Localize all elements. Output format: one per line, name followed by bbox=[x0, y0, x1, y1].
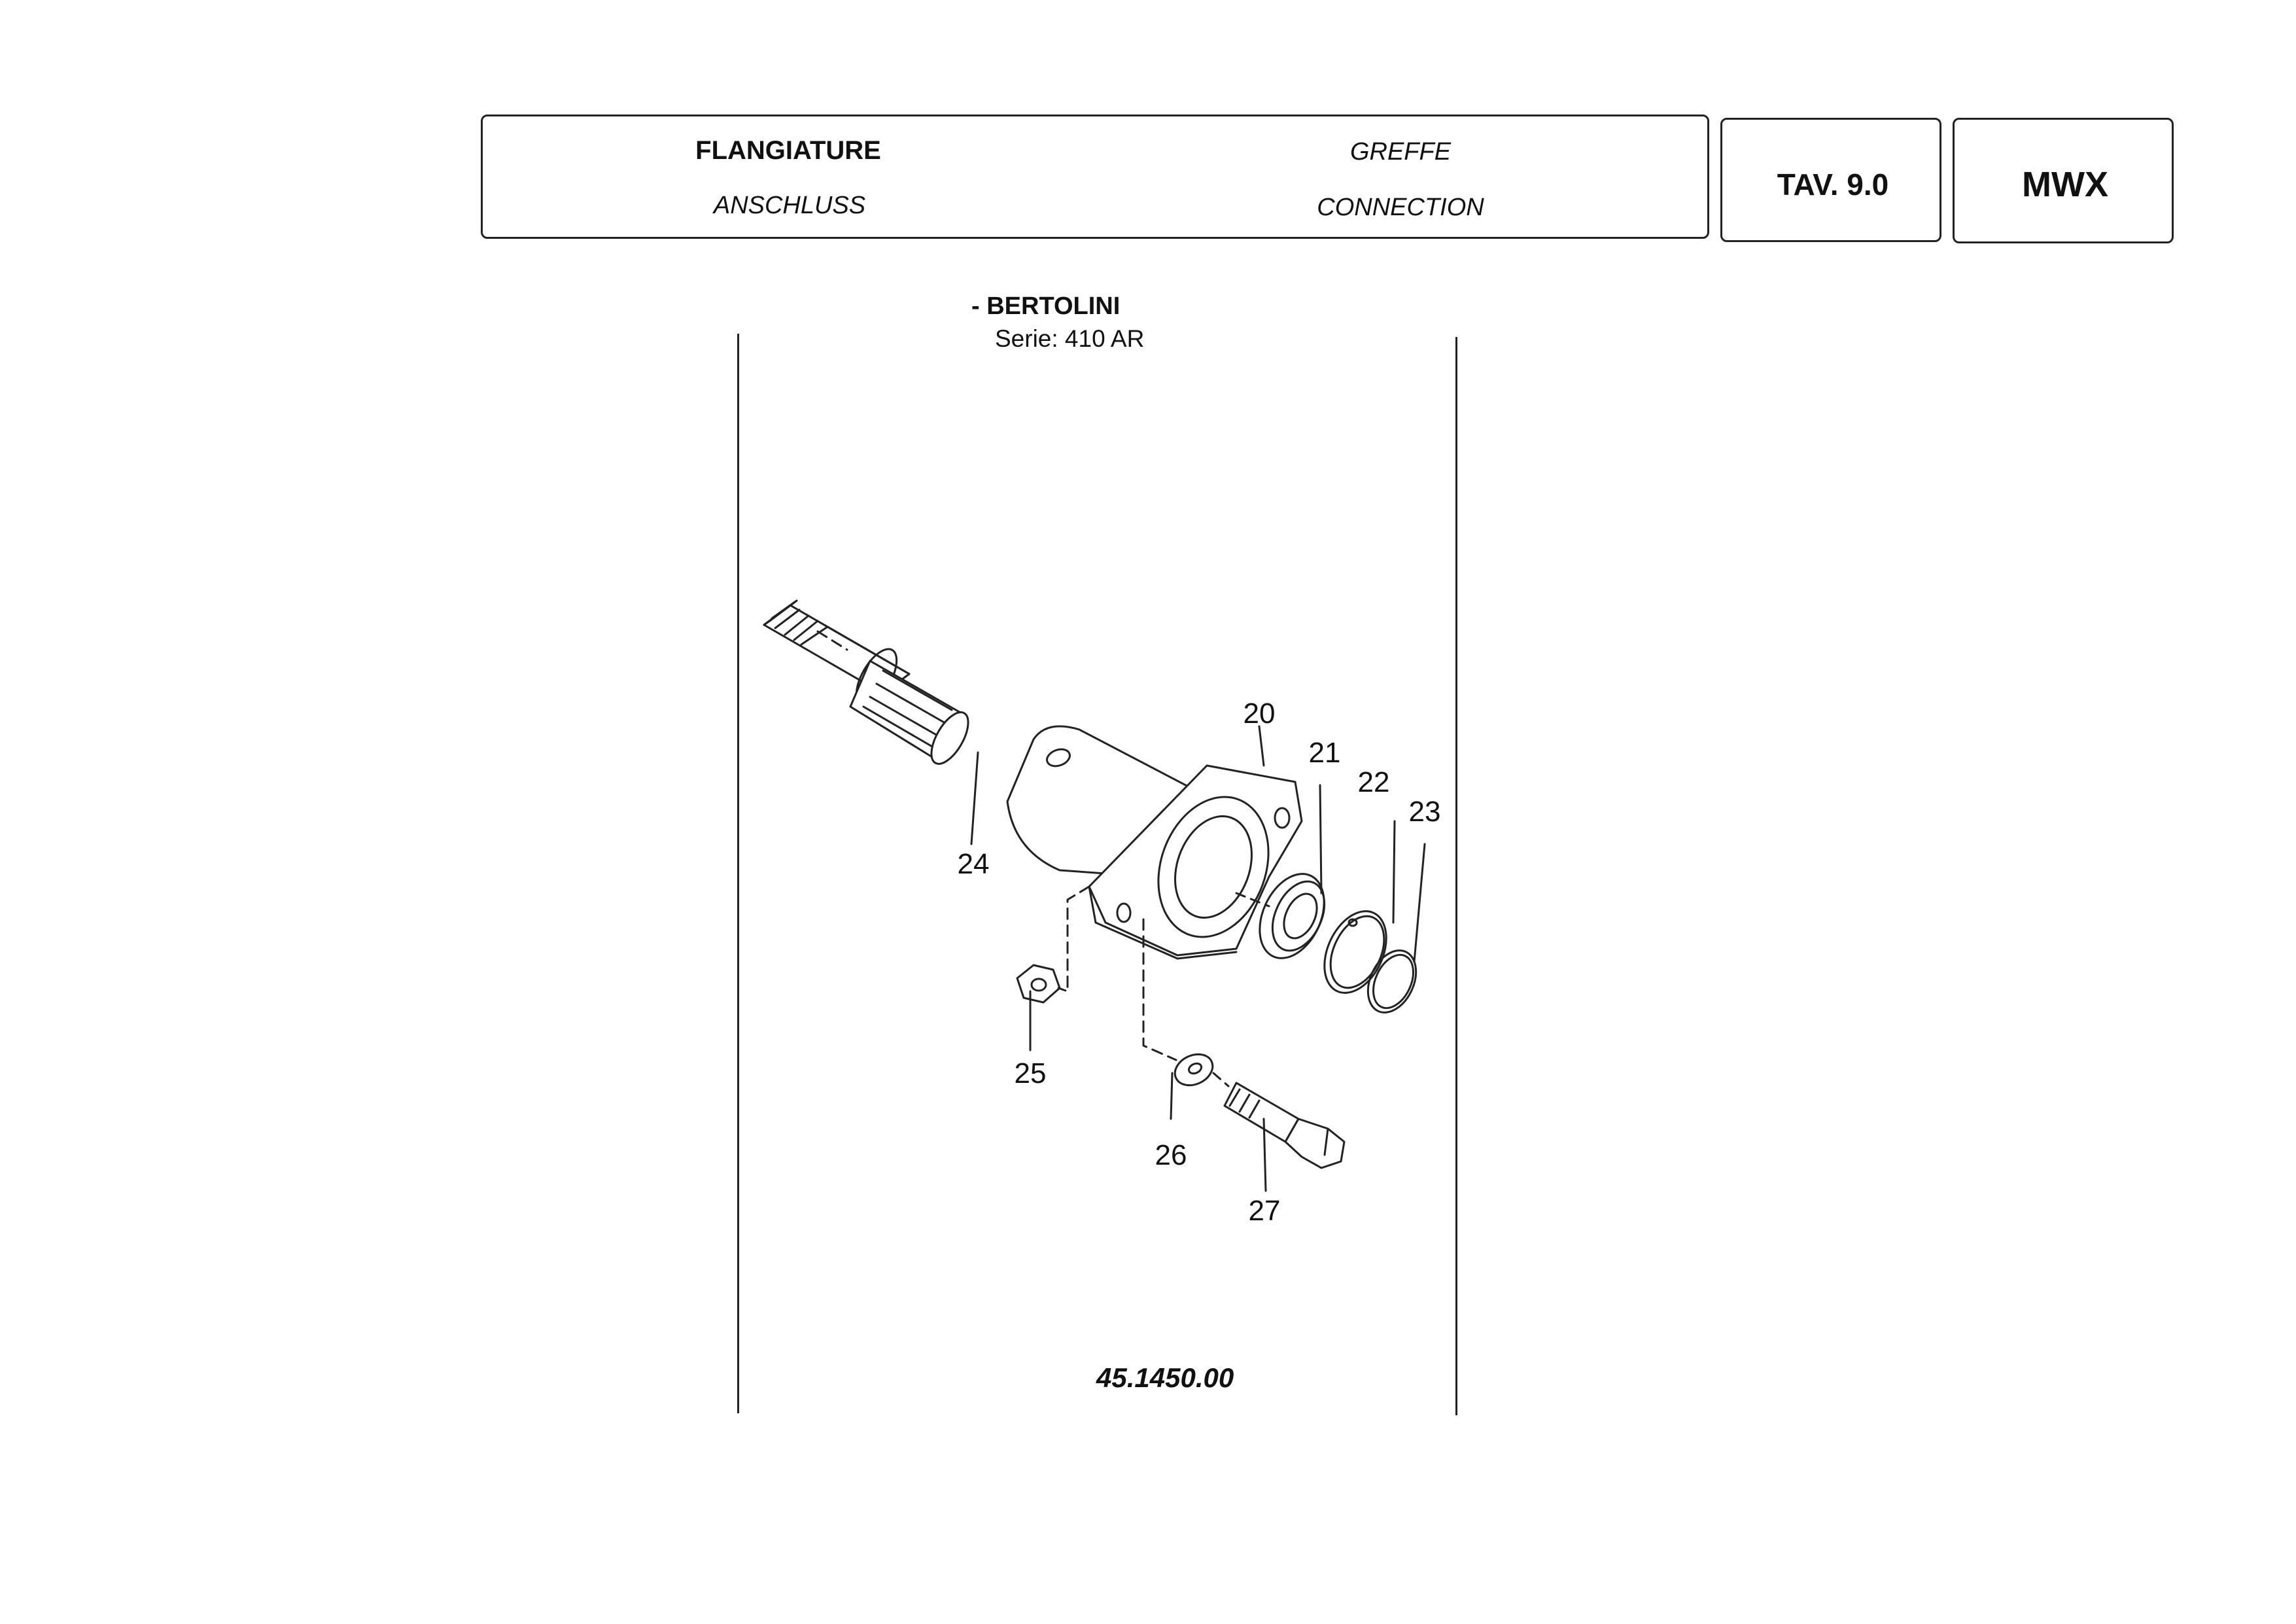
manufacturer-label: - BERTOLINI bbox=[971, 292, 1121, 320]
splined-shaft bbox=[764, 601, 975, 769]
circlip-ring bbox=[1312, 901, 1399, 1002]
part-label-25: 25 bbox=[1014, 1057, 1047, 1089]
table-reference: TAV. 9.0 bbox=[1777, 168, 1889, 202]
hex-nut bbox=[1017, 965, 1060, 1002]
part-label-26: 26 bbox=[1155, 1139, 1187, 1171]
part-label-23: 23 bbox=[1408, 796, 1441, 828]
drawing-number: 45.1450.00 bbox=[1096, 1362, 1234, 1393]
hex-bolt bbox=[1225, 1083, 1344, 1168]
title-english: CONNECTION bbox=[1317, 194, 1484, 221]
title-german: ANSCHLUSS bbox=[713, 192, 866, 219]
part-label-24: 24 bbox=[957, 848, 990, 880]
title-italian: FLANGIATURE bbox=[695, 136, 881, 165]
part-label-27: 27 bbox=[1248, 1195, 1281, 1227]
title-french: GREFFE bbox=[1349, 138, 1452, 166]
series-label: Serie: 410 AR bbox=[995, 325, 1145, 352]
part-label-20: 20 bbox=[1243, 697, 1276, 730]
flange-body bbox=[1007, 726, 1302, 959]
part-label-22: 22 bbox=[1357, 766, 1390, 798]
part-label-21: 21 bbox=[1308, 737, 1341, 769]
washer bbox=[1170, 1048, 1218, 1091]
model-code: MWX bbox=[2022, 165, 2108, 204]
